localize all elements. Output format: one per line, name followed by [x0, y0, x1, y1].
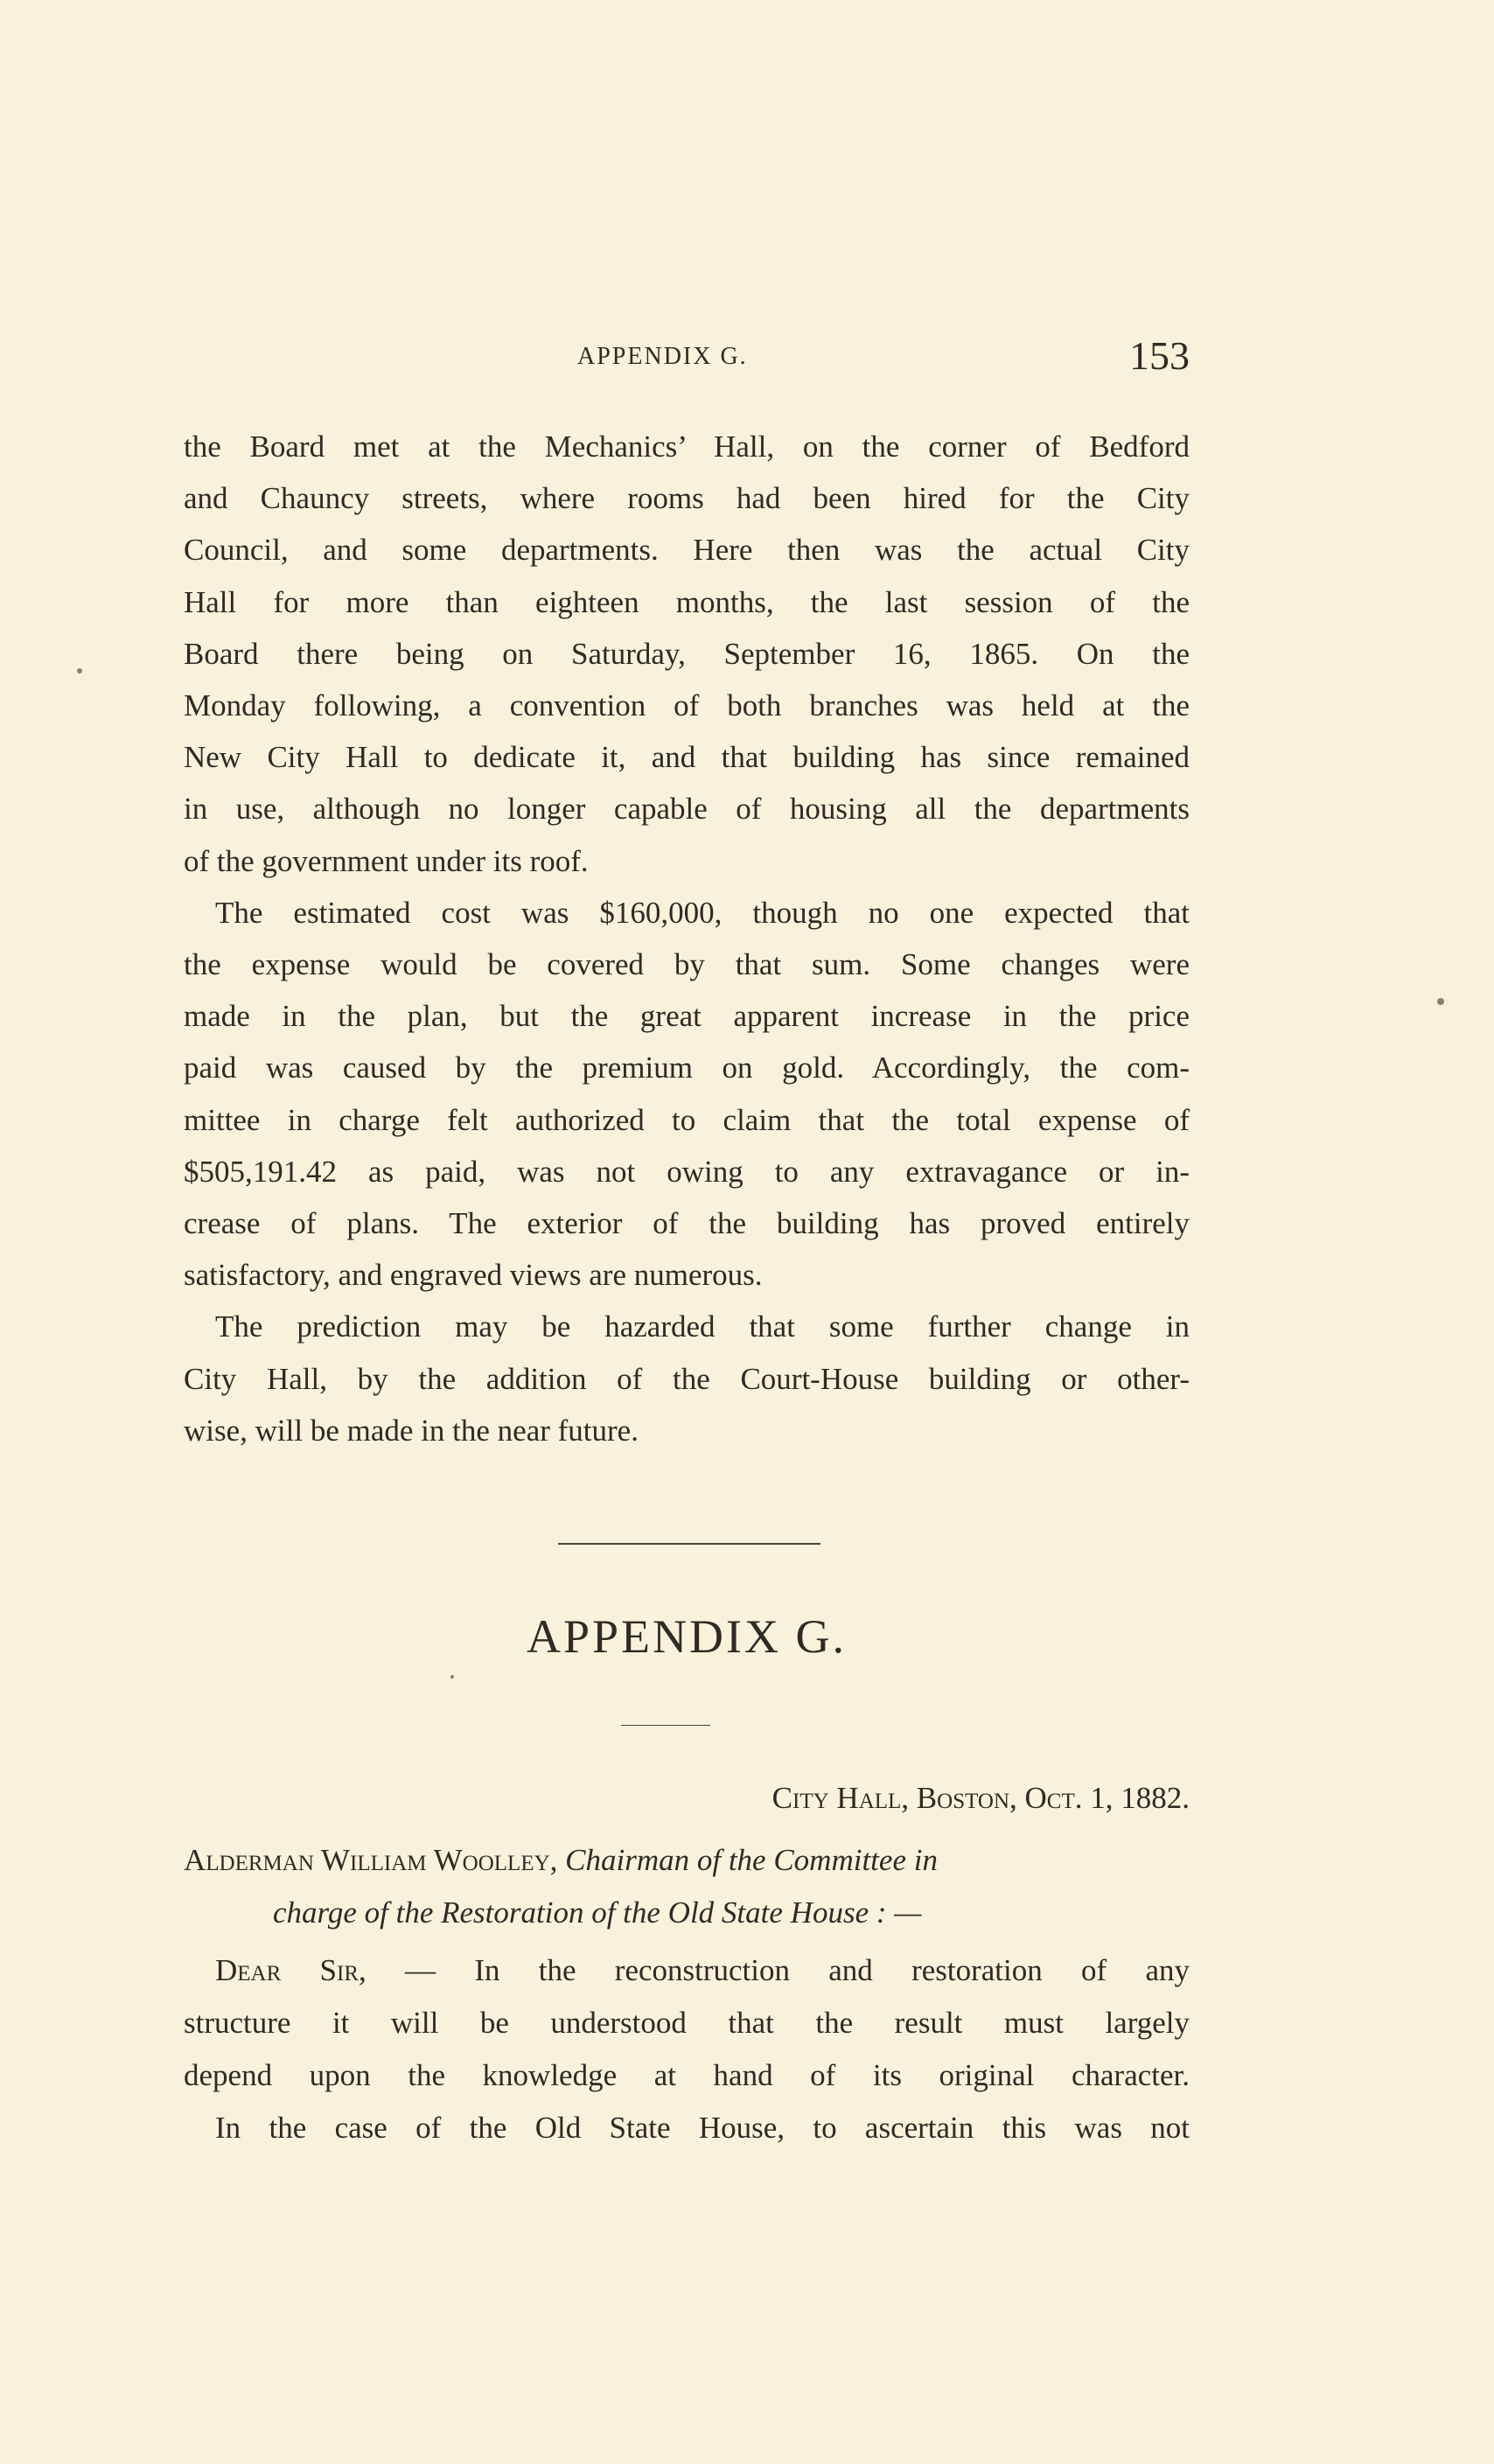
running-head [184, 325, 1190, 395]
page-number: 153 [1129, 333, 1190, 378]
text-line: paid was caused by the premium on gold. Accordingly, the com- [184, 1051, 1190, 1085]
letter-addressee [184, 1834, 1190, 1939]
text-line: Board there being on Saturday, September 16, 1865. On the [184, 636, 1190, 671]
letter-line [184, 1944, 1190, 1997]
text-line: New City Hall to dedicate it, and that building has since remained [184, 740, 1190, 775]
body-text [184, 421, 1190, 1456]
addressee-name: Alderman William Woolley, [184, 1843, 558, 1877]
text-line: the Board met at the Mechanics’ Hall, on the corner of Bedford [184, 429, 1190, 464]
letter-line: In the case of the Old State House, to ascertain this was not [215, 2111, 1190, 2145]
letter-line-text: — In the reconstruction and restoration of any [405, 1953, 1190, 1987]
text-line: Hall for more than eighteen months, the last session of the [184, 584, 1190, 619]
text-line: mittee in charge felt authorized to claim that the total expense of [184, 1102, 1190, 1137]
paper-speck [450, 1675, 454, 1679]
paper-speck [1437, 998, 1444, 1005]
text-line: made in the plan, but the great apparent increase in the price [184, 999, 1190, 1034]
text-line: Council, and some departments. Here then was the actual City [184, 533, 1190, 568]
text-line: City Hall, by the addition of the Court-House building or other- [184, 1361, 1190, 1396]
text-line: of the government under its roof. [184, 843, 589, 878]
paper-speck [77, 668, 82, 674]
addressee-title-continued: charge of the Restoration of the Old State House : — [273, 1895, 922, 1930]
letter-dateline: City Hall, Boston, Oct. 1, 1882. [771, 1781, 1190, 1815]
appendix-heading: APPENDIX G. [526, 1610, 848, 1663]
text-line: Monday following, a convention of both branches was held at the [184, 688, 1190, 723]
letter-body [184, 1944, 1190, 2154]
letter-line: structure it will be understood that the result must largely [184, 2006, 1190, 2040]
text-line: wise, will be made in the near future. [184, 1413, 639, 1448]
text-line: The prediction may be hazarded that some further change in [215, 1309, 1190, 1344]
text-line: in use, although no longer capable of housing all the departments [184, 792, 1190, 827]
letter-line: depend upon the knowledge at hand of its original character. [184, 2058, 1190, 2092]
section-divider [558, 1543, 820, 1545]
salutation: Dear Sir, [215, 1953, 367, 1987]
addressee-title: Chairman of the Committee in [565, 1843, 938, 1877]
text-line: crease of plans. The exterior of the building has proved entirely [184, 1206, 1190, 1241]
heading-underline [621, 1725, 710, 1726]
text-line: the expense would be covered by that sum. Some changes were [184, 947, 1190, 982]
running-title: APPENDIX G. [577, 343, 748, 370]
text-line: and Chauncy streets, where rooms had been hired for the City [184, 481, 1190, 516]
text-line: $505,191.42 as paid, was not owing to any extravagance or in- [184, 1154, 1190, 1189]
text-line: The estimated cost was $160,000, though no one expected that [215, 895, 1190, 930]
text-line: satisfactory, and engraved views are numerous. [184, 1258, 763, 1293]
